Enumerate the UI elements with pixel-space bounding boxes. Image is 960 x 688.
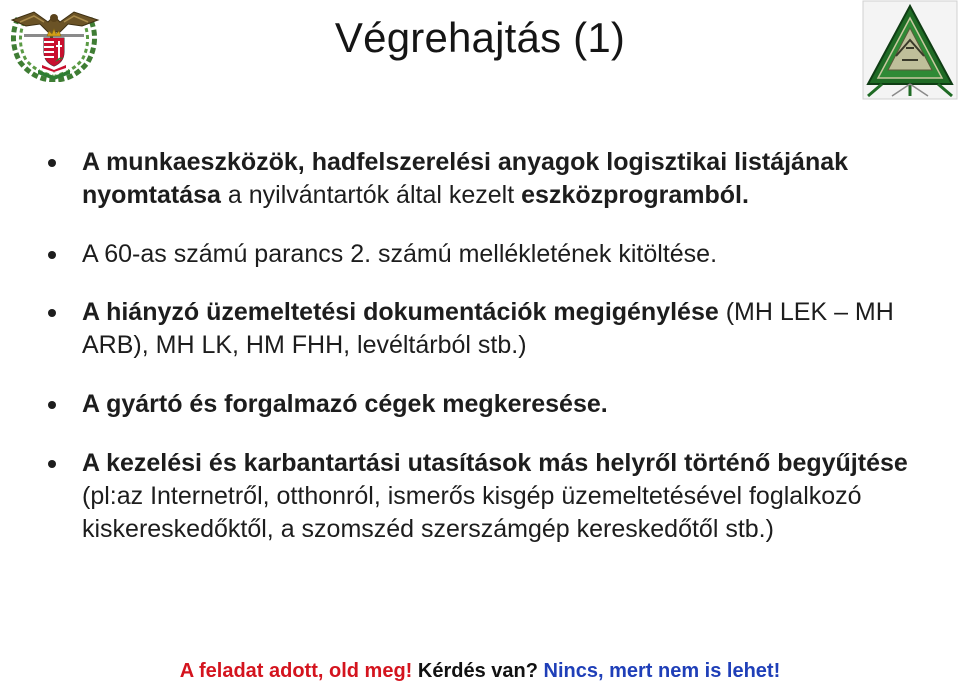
bullet-item — [48, 146, 928, 212]
bullet-item — [48, 447, 928, 546]
footer-slogan — [0, 659, 960, 683]
bullet-text: (pl:az Internetről, otthonról, ismerős kisgép üzemeltetésével foglalkozó kiskereskedőktől, a szomszéd szerszámgép kereskedőtől stb.) — [82, 482, 862, 543]
footer-part-question: Kérdés van? — [417, 660, 538, 682]
footer-part-blue: Nincs, mert nem is lehet! — [543, 660, 781, 682]
bullet-text: A 60-as számú parancs 2. számú mellékletének kitöltése. — [82, 240, 718, 268]
bullet-text-bold: A munkaeszközök, hadfelszerelési anyagok logisztikai listájának nyomtatása — [82, 148, 849, 209]
bullet-text-bold: A kezelési és karbantartási utasítások más helyről történő begyűjtése — [82, 449, 908, 477]
bullet-text: a nyilvántartók által kezelt — [220, 181, 522, 209]
bullet-text-bold: A gyártó és forgalmazó cégek megkeresése. — [82, 390, 608, 418]
bullet-text-bold: A hiányzó üzemeltetési dokumentációk megigénylése — [82, 298, 719, 326]
bullet-list — [48, 146, 928, 572]
footer-part-red: A feladat adott, old meg! — [179, 660, 413, 682]
bullet-item — [48, 296, 928, 362]
bullet-text-bold: eszközprogramból. — [521, 181, 749, 209]
bullet-item — [48, 388, 928, 421]
slide-title: Végrehajtás (1) — [334, 14, 626, 61]
bullet-text: (MH LEK – MH ARB), MH LK, HM FHH, levéltárból stb.) — [82, 298, 894, 359]
bullet-item — [48, 238, 928, 271]
